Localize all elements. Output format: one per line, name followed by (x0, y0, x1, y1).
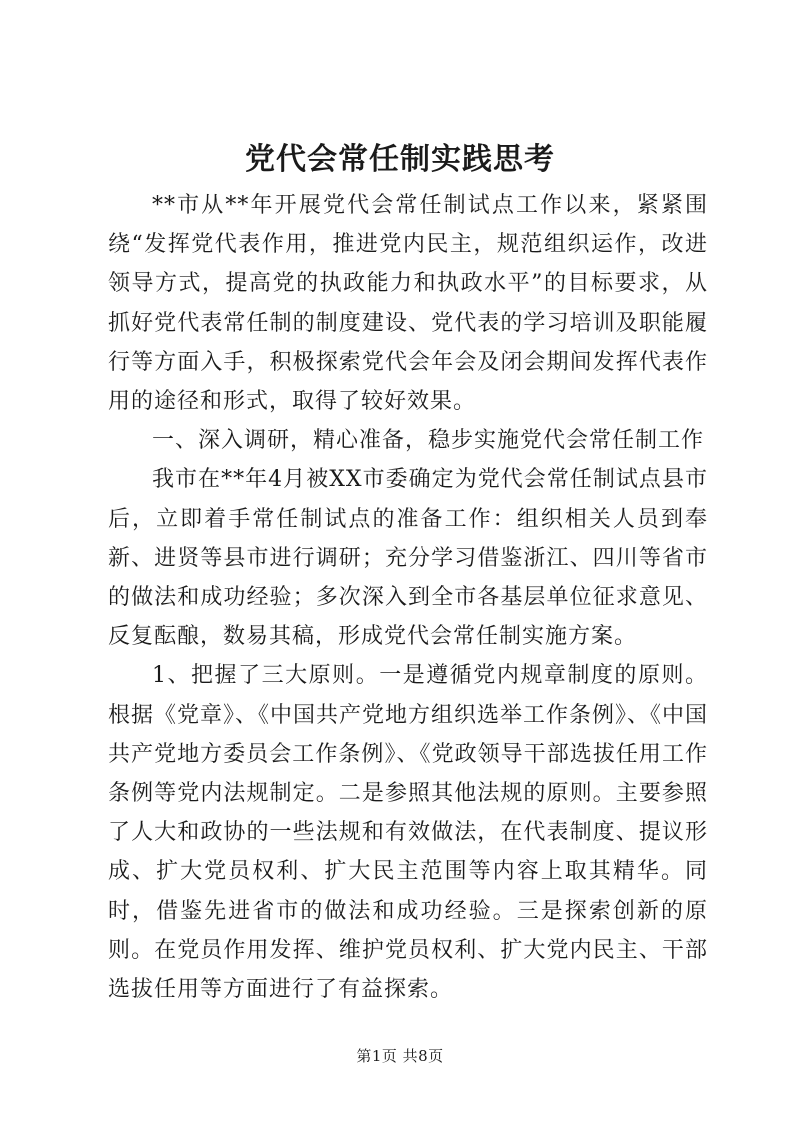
document-body (108, 186, 708, 1009)
page-number: 第1页 共8页 (356, 1047, 444, 1065)
section-heading-1: 一、深入调研，精心准备，稳步实施党代会常任制工作 (152, 428, 705, 454)
paragraph-intro: **市从**年开展党代会常任制试点工作以来，紧紧围绕“发挥党代表作用，推进党内民主，规范组织运作，改进领导方式，提高党的执政能力和执政水平”的目标要求，从抓好党代表常任制的制度建设、党代表的学习培训及职能履行等方面入手，积极探索党代会年会及闭会期间发挥代表作用的途径和形式，取得了较好效果。 (108, 193, 708, 415)
paragraph-principles: 1、把握了三大原则。一是遵循党内规章制度的原则。根据《党章》、《中国共产党地方组织选举工作条例》、《中国共产党地方委员会工作条例》、《党政领导干部选拔任用工作条例等党内法规制定。二是参照其他法规的原则。主要参照了人大和政协的一些法规和有效做法，在代表制度、提议形成、扩大党员权利、扩大民主范围等内容上取其精华。同时，借鉴先进省市的做法和成功经验。三是探索创新的原则。在党员作用发挥、维护党员权利、扩大党内民主、干部选拔任用等方面进行了有益探索。 (108, 663, 709, 1003)
paragraph-preparation: 我市在**年4月被XX市委确定为党代会常任制试点县市后，立即着手常任制试点的准备工作：组织相关人员到奉新、进贤等县市进行调研；充分学习借鉴浙江、四川等省市的做法和成功经验；多次深入到全市各基层单位征求意见、反复酝酿，数易其稿，形成党代会常任制实施方案。 (108, 467, 708, 650)
document-title: 党代会常任制实践思考 (245, 142, 555, 177)
